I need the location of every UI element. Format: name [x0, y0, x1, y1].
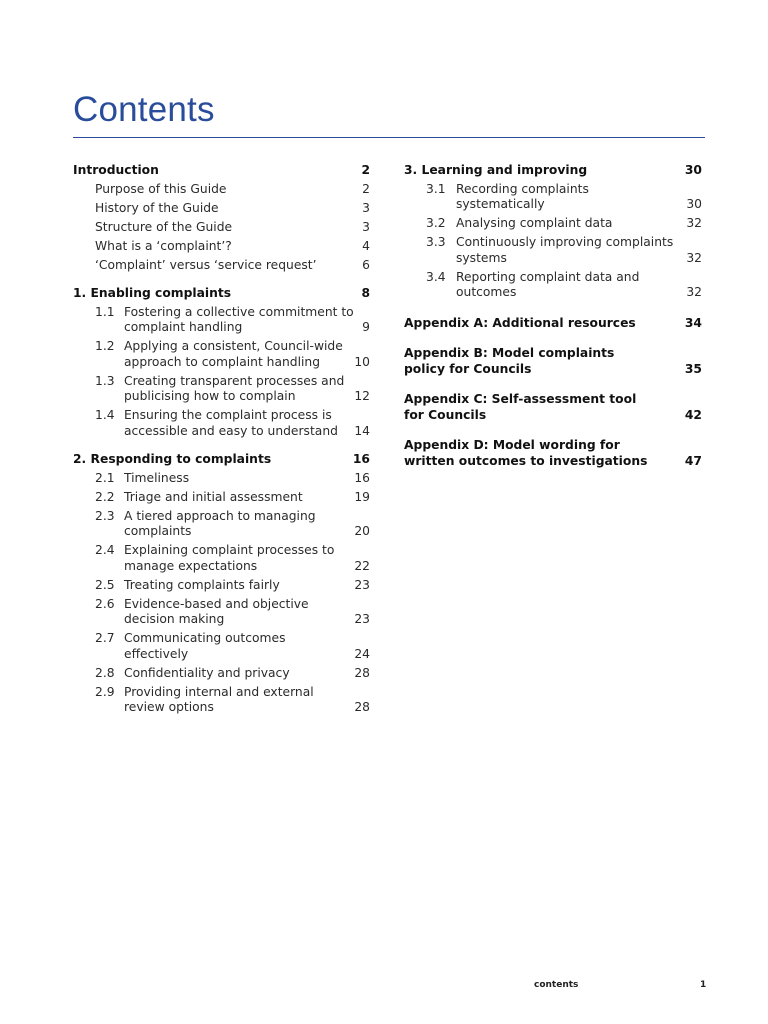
toc-entry[interactable]: [73, 666, 370, 682]
toc-entry[interactable]: [73, 258, 370, 274]
toc-entry[interactable]: [404, 235, 702, 266]
toc-entry[interactable]: [73, 543, 370, 574]
toc-heading-label: Appendix D: Model wording for written outcomes to investigations: [404, 437, 648, 468]
toc-heading-page: 42: [684, 407, 702, 422]
toc-heading-page: 8: [361, 286, 370, 300]
toc-entry-text: A tiered approach to managing complaints: [124, 508, 316, 538]
toc-heading-page: 30: [684, 163, 702, 177]
toc-entry-text: Applying a consistent, Council-wide approach to complaint handling: [124, 339, 343, 369]
toc-heading-page: 2: [361, 163, 370, 177]
toc-entry-page: 19: [354, 489, 370, 504]
toc-entry[interactable]: [73, 305, 370, 336]
toc-entry-text: History of the Guide: [95, 200, 219, 215]
toc-entry-number: 2.4: [95, 543, 115, 557]
toc-entry-text: ‘Complaint’ versus ‘service request’: [95, 257, 317, 272]
toc-heading-label: 2. Responding to complaints: [73, 452, 272, 466]
toc-entry-page: 3: [362, 219, 370, 234]
toc-entry[interactable]: [73, 339, 370, 370]
toc-entry-page: 24: [354, 646, 370, 661]
toc-entry-number: 3.3: [426, 235, 446, 249]
toc-entry-text: Ensuring the complaint process is accessible and easy to understand: [124, 408, 338, 438]
toc-entry-text: Recording complaints systematically: [456, 181, 589, 211]
toc-entry-number: 2.1: [95, 470, 115, 485]
toc-entry[interactable]: [73, 374, 370, 405]
toc-entry[interactable]: [73, 182, 370, 198]
toc-entry-page: 12: [354, 389, 370, 403]
title-divider: [73, 137, 705, 138]
toc-entry-text: Triage and initial assessment: [124, 489, 303, 504]
toc-entry-text: Communicating outcomes effectively: [124, 631, 286, 661]
toc-entry[interactable]: [73, 471, 370, 487]
toc-entry-page: 23: [354, 612, 370, 626]
toc-entry-page: 2: [362, 181, 370, 196]
toc-entry-text: Analysing complaint data: [456, 216, 613, 230]
toc-entry-page: 22: [354, 558, 370, 573]
toc-entry[interactable]: [73, 490, 370, 506]
toc-left-column: [73, 162, 370, 716]
toc-entry-text: Evidence-based and objective decision making: [124, 596, 309, 626]
page-title: Contents: [73, 90, 215, 129]
toc-heading-page: 47: [684, 453, 702, 468]
toc-entry[interactable]: [404, 216, 702, 232]
toc-entry[interactable]: [73, 509, 370, 540]
toc-entry-text: What is a ‘complaint’?: [95, 238, 232, 253]
toc-heading-label: Introduction: [73, 163, 159, 177]
toc-entry-page: 20: [354, 524, 370, 538]
toc-heading-label: 1. Enabling complaints: [73, 286, 232, 300]
toc-heading-label: Appendix B: Model complaints policy for Councils: [404, 345, 615, 376]
toc-entry[interactable]: [73, 408, 370, 439]
toc-entry[interactable]: [73, 201, 370, 217]
toc-entry-page: 3: [362, 200, 370, 215]
toc-entry-page: 14: [354, 423, 370, 438]
toc-entry-page: 23: [354, 577, 370, 592]
footer-page-number: 1: [700, 980, 707, 990]
toc-heading-section-1[interactable]: [73, 285, 370, 301]
toc-entry-number: 3.1: [426, 181, 446, 196]
toc-entry[interactable]: [73, 239, 370, 255]
toc-heading-appendix-a[interactable]: [404, 315, 702, 331]
toc-entry-page: 32: [686, 285, 702, 299]
toc-entry-page: 32: [686, 250, 702, 265]
toc-entry-page: 16: [354, 470, 370, 485]
toc-entry-text: Timeliness: [124, 470, 190, 485]
toc-entry-number: 3.2: [426, 216, 446, 230]
toc-heading-introduction[interactable]: [73, 162, 370, 178]
toc-entry-page: 28: [354, 665, 370, 680]
toc-entry-text: Treating complaints fairly: [124, 577, 280, 592]
toc-entry-text: Fostering a collective commitment to complaint handling: [124, 304, 354, 334]
toc-entry-number: 3.4: [426, 269, 446, 284]
toc-heading-page: 34: [684, 315, 702, 330]
toc-entry[interactable]: [73, 220, 370, 236]
toc-entry[interactable]: [73, 597, 370, 628]
toc-entry-number: 2.9: [95, 684, 115, 699]
toc-entry-text: Continuously improving complaints systems: [456, 235, 674, 265]
toc-entry[interactable]: [404, 182, 702, 213]
toc-heading-label: Appendix C: Self-assessment tool for Councils: [404, 391, 637, 422]
toc-entry-number: 2.3: [95, 508, 115, 523]
toc-heading-label: 3. Learning and improving: [404, 163, 588, 177]
toc-right-column: [404, 162, 702, 469]
toc-entry-page: 30: [686, 197, 702, 211]
toc-entry-text: Confidentiality and privacy: [124, 665, 290, 680]
toc-heading-appendix-c[interactable]: [404, 391, 702, 423]
toc-entry-number: 1.1: [95, 304, 115, 319]
toc-entry[interactable]: [73, 685, 370, 716]
toc-entry-page: 10: [354, 354, 370, 369]
toc-entry[interactable]: [73, 631, 370, 662]
toc-entry[interactable]: [404, 270, 702, 301]
toc-entry-page: 6: [362, 257, 370, 272]
toc-heading-page: 16: [352, 452, 370, 466]
toc-entry-text: Explaining complaint processes to manage expectations: [124, 543, 335, 573]
toc-entry-text: Creating transparent processes and publicising how to complain: [124, 373, 345, 403]
toc-heading-appendix-d[interactable]: [404, 437, 702, 469]
toc-entry-number: 2.2: [95, 489, 115, 504]
toc-entry-text: Providing internal and external review options: [124, 684, 314, 714]
toc-entry-text: Reporting complaint data and outcomes: [456, 269, 640, 299]
toc-entry-number: 2.5: [95, 577, 115, 592]
toc-heading-section-2[interactable]: [73, 451, 370, 467]
toc-entry-page: 28: [354, 700, 370, 714]
toc-entry-number: 2.6: [95, 596, 115, 611]
toc-entry-number: 2.8: [95, 665, 115, 680]
toc-entry[interactable]: [73, 578, 370, 594]
toc-heading-section-3[interactable]: [404, 162, 702, 178]
toc-entry-number: 1.4: [95, 408, 115, 422]
toc-entry-page: 4: [362, 238, 370, 253]
toc-heading-label: Appendix A: Additional resources: [404, 315, 636, 330]
toc-entry-page: 32: [686, 216, 702, 230]
toc-heading-page: 35: [684, 361, 702, 376]
toc-entry-text: Purpose of this Guide: [95, 181, 227, 196]
toc-entry-text: Structure of the Guide: [95, 219, 233, 234]
toc-entry-number: 1.2: [95, 339, 115, 353]
toc-heading-appendix-b[interactable]: [404, 345, 702, 377]
toc-entry-number: 2.7: [95, 631, 115, 645]
toc-entry-number: 1.3: [95, 373, 115, 388]
toc-entry-page: 9: [362, 320, 370, 334]
footer-section-label: contents: [534, 980, 579, 990]
